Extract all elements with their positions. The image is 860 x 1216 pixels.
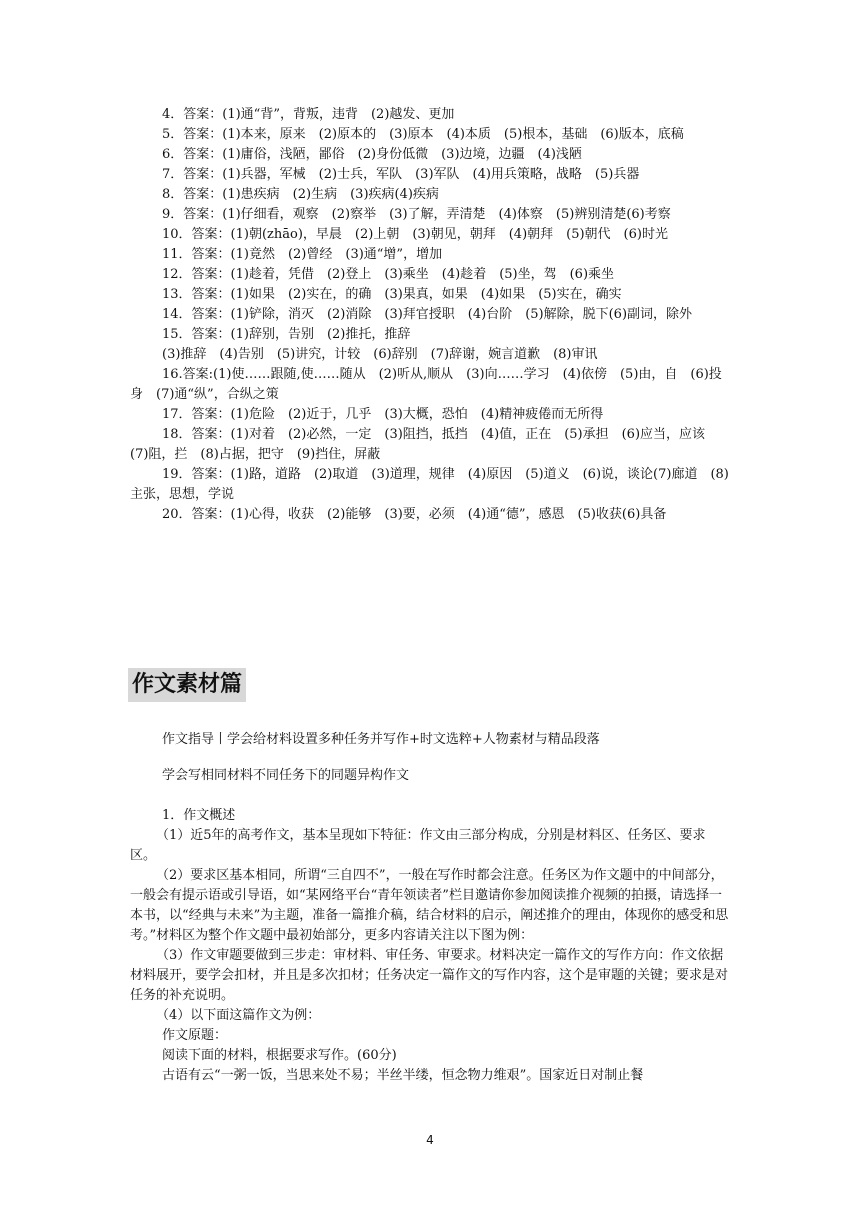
answer-item: 20．答案：(1)心得，收获 (2)能够 (3)要，必须 (4)通“德”，感恩 (5)收获(6)具备: [162, 507, 667, 522]
answer-item: 6．答案：(1)庸俗，浅陋，鄙俗 (2)身份低微 (3)边境，边疆 (4)浅陋: [162, 147, 582, 162]
essay-subtitle: 学会写相同材料不同任务下的同题异构作文: [162, 768, 410, 783]
section-heading: 作文素材篇: [128, 668, 246, 702]
essay-body: [130, 806, 730, 1086]
answer-item: 13．答案：(1)如果 (2)实在，的确 (3)果真，如果 (4)如果 (5)实在，确实: [162, 287, 622, 302]
answer-item: 9．答案：(1)仔细看，观察 (2)察举 (3)了解，弄清楚 (4)体察 (5)辨别清楚(6)考察: [162, 207, 671, 222]
essay-paragraph: 古语有云“一粥一饭，当思来处不易；半丝半缕，恒念物力维艰”。国家近日对制止餐: [162, 1068, 644, 1083]
essay-subtitle-block: [130, 766, 730, 786]
essay-paragraph: （1）近5年的高考作文，基本呈现如下特征：作文由三部分构成，分别是材料区、任务区、要求区。: [130, 828, 706, 863]
essay-paragraph: （2）要求区基本相同，所谓“三自四不”，一般在写作时都会注意。任务区为作文题中的中间部分，一般会有提示语或引导语，如“某网络平台“青年领读者”栏目邀请你参加阅读推介视频的拍摄，请选择一本书，以“经典与未来”为主题，准备一篇推介稿，结合材料的启示，阐述推介的理由，体现你的感受和思考。”材料区为整个作文题中最初始部分，更多内容请关注以下图为例：: [130, 868, 729, 943]
section-heading-wrap: [128, 668, 246, 702]
answer-item: (3)推辞 (4)告别 (5)讲究，计较 (6)辞别 (7)辞谢，婉言道歉 (8)审讯: [162, 347, 598, 362]
answer-item: 12．答案：(1)趁着，凭借 (2)登上 (3)乘坐 (4)趁着 (5)坐，驾 (6)乘坐: [162, 267, 615, 282]
answer-item: 8．答案：(1)患疾病 (2)生病 (3)疾病(4)疾病: [162, 187, 439, 202]
answer-item: 11．答案：(1)竟然 (2)曾经 (3)通“增”，增加: [162, 247, 443, 262]
essay-paragraph: 阅读下面的材料，根据要求写作。(60分): [162, 1048, 397, 1063]
essay-paragraph: （3）作文审题要做到三步走：审材料、审任务、审要求。材料决定一篇作文的写作方向：作文依据材料展开，要学会扣材，并且是多次扣材；任务决定一篇作文的写作内容，这个是审题的关键；要求是对任务的补充说明。: [130, 948, 729, 1003]
answer-item: 17．答案：(1)危险 (2)近于，几乎 (3)大概，恐怕 (4)精神疲倦而无所得: [162, 407, 604, 422]
answer-item: 7．答案：(1)兵器，军械 (2)士兵，军队 (3)军队 (4)用兵策略，战略 (5)兵器: [162, 167, 640, 182]
essay-paragraph: （4）以下面这篇作文为例：: [156, 1008, 321, 1023]
answer-item: 16.答案:(1)使……跟随,使……随从 (2)听从,顺从 (3)向……学习 (4)依傍 (5)由，自 (6)投身 (7)通“纵”，合纵之策: [130, 367, 722, 402]
essay-intro: 作文指导丨学会给材料设置多种任务并写作+时文选粹+人物素材与精品段落: [162, 732, 600, 747]
essay-paragraph: 作文原题：: [162, 1028, 228, 1043]
essay-paragraph: 1．作文概述: [162, 808, 236, 823]
answer-item: 15．答案：(1)辞别，告别 (2)推托，推辞: [162, 327, 411, 342]
answer-item: 4．答案：(1)通“背”，背叛，违背 (2)越发、更加: [162, 107, 455, 122]
answer-item: 10．答案：(1)朝(zhāo)，早晨 (2)上朝 (3)朝见，朝拜 (4)朝拜 (5)朝代 (6)时光: [162, 227, 668, 242]
answer-list: [130, 105, 730, 525]
answer-item: 19．答案：(1)路，道路 (2)取道 (3)道理，规律 (4)原因 (5)道义 (6)说，谈论(7)廊道 (8)主张，思想，学说: [130, 467, 729, 502]
answer-item: 18．答案：(1)对着 (2)必然，一定 (3)阻挡，抵挡 (4)值，正在 (5)承担 (6)应当，应该 (7)阻，拦 (8)占据，把守 (9)挡住，屏蔽: [130, 427, 719, 462]
essay-intro-block: [130, 730, 730, 750]
page-number: 4: [426, 1133, 434, 1147]
answer-item: 14．答案：(1)铲除，消灭 (2)消除 (3)拜官授职 (4)台阶 (5)解除，脱下(6)副词，除外: [162, 307, 693, 322]
answer-item: 5．答案：(1)本来，原来 (2)原本的 (3)原本 (4)本质 (5)根本，基础 (6)版本，底稿: [162, 127, 684, 142]
